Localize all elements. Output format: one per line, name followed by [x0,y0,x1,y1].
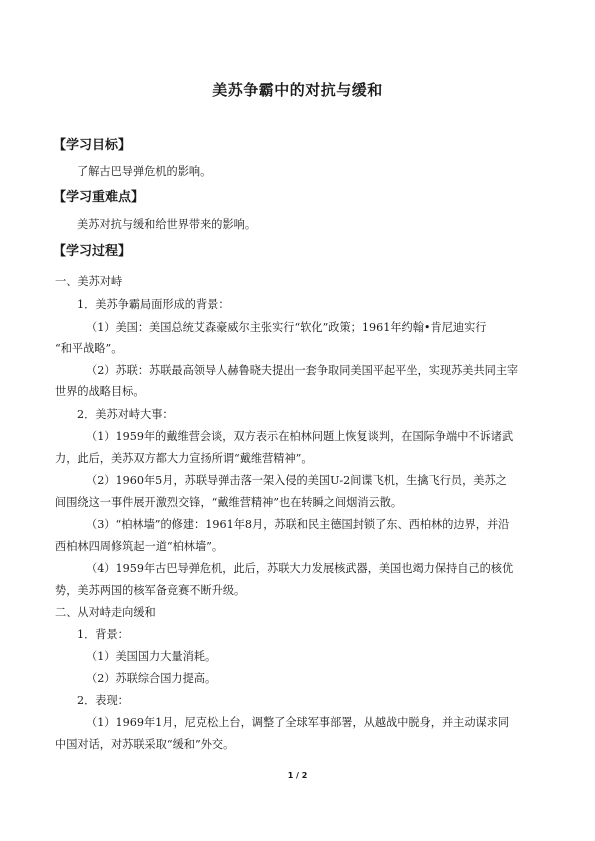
paragraph-line: 1．背景： [77,628,129,641]
paragraph-line: （3）“柏林墙”的修建：1961年8月，苏联和民主德国封锁了东、西柏林的边界，并沿 [86,518,510,531]
document-title: 美苏争霸中的对抗与缓和 [212,81,383,99]
paragraph-line: 世界的战略目标。 [55,385,145,398]
section-one-heading: 一、美苏对峙 [55,275,123,288]
paragraph-line: 西柏林四周修筑起一道“柏林墙”。 [55,540,224,553]
paragraph-line: （2）1960年5月，苏联导弹击落一架入侵的美国U-2间谍飞机，生擒飞行员，美苏之 [86,474,507,487]
paragraph-line: 间围绕这一事件展开激烈交锋，“戴维营精神”也在转瞬之间烟消云散。 [55,496,403,509]
paragraph-line: （4）1959年古巴导弹危机，此后，苏联大力发展核武器，美国也竭力保持自己的核优 [86,562,514,575]
paragraph-line: （1）美国国力大量消耗。 [86,650,217,663]
page-number: 1 / 2 [287,771,308,780]
paragraph-line: “和平战略”。 [55,342,123,355]
learning-goal-text: 了解古巴导弹危机的影响。 [77,165,212,178]
key-points-text: 美苏对抗与缓和给世界带来的影响。 [77,218,257,231]
paragraph-line: （1）美国：美国总统艾森豪威尔主张实行“软化”政策；1961年约翰•肯尼迪实行 [86,321,487,334]
paragraph-line: （2）苏联综合国力提高。 [86,672,217,685]
paragraph-line: 势，美苏两国的核军备竞赛不断升级。 [55,584,246,597]
paragraph-line: 中国对话，对苏联采取“缓和”外交。 [55,738,235,751]
paragraph-line: （1）1959年的戴维营会谈，双方表示在柏林问题上恢复谈判，在国际争端中不诉诸武 [86,430,514,443]
paragraph-line: 力，此后，美苏双方都大力宣扬所谓“戴维营精神”。 [55,452,313,465]
paragraph-line: 1．美苏争霸局面形成的背景： [77,298,230,311]
learning-goal-heading: 【学习目标】 [53,138,132,153]
learning-process-heading: 【学习过程】 [53,244,132,259]
key-points-heading: 【学习重难点】 [53,190,145,205]
paragraph-line: （1）1969年1月，尼克松上台，调整了全球军事部署，从越战中脱身，并主动谋求同 [86,716,510,729]
paragraph-line: 2．美苏对峙大事： [77,408,174,421]
paragraph-line: 2．表现： [77,694,129,707]
section-two-heading: 二、从对峙走向缓和 [55,606,156,619]
paragraph-line: （2）苏联：苏联最高领导人赫鲁晓夫提出一套争取同美国平起平坐，实现苏美共同主宰 [86,364,519,377]
